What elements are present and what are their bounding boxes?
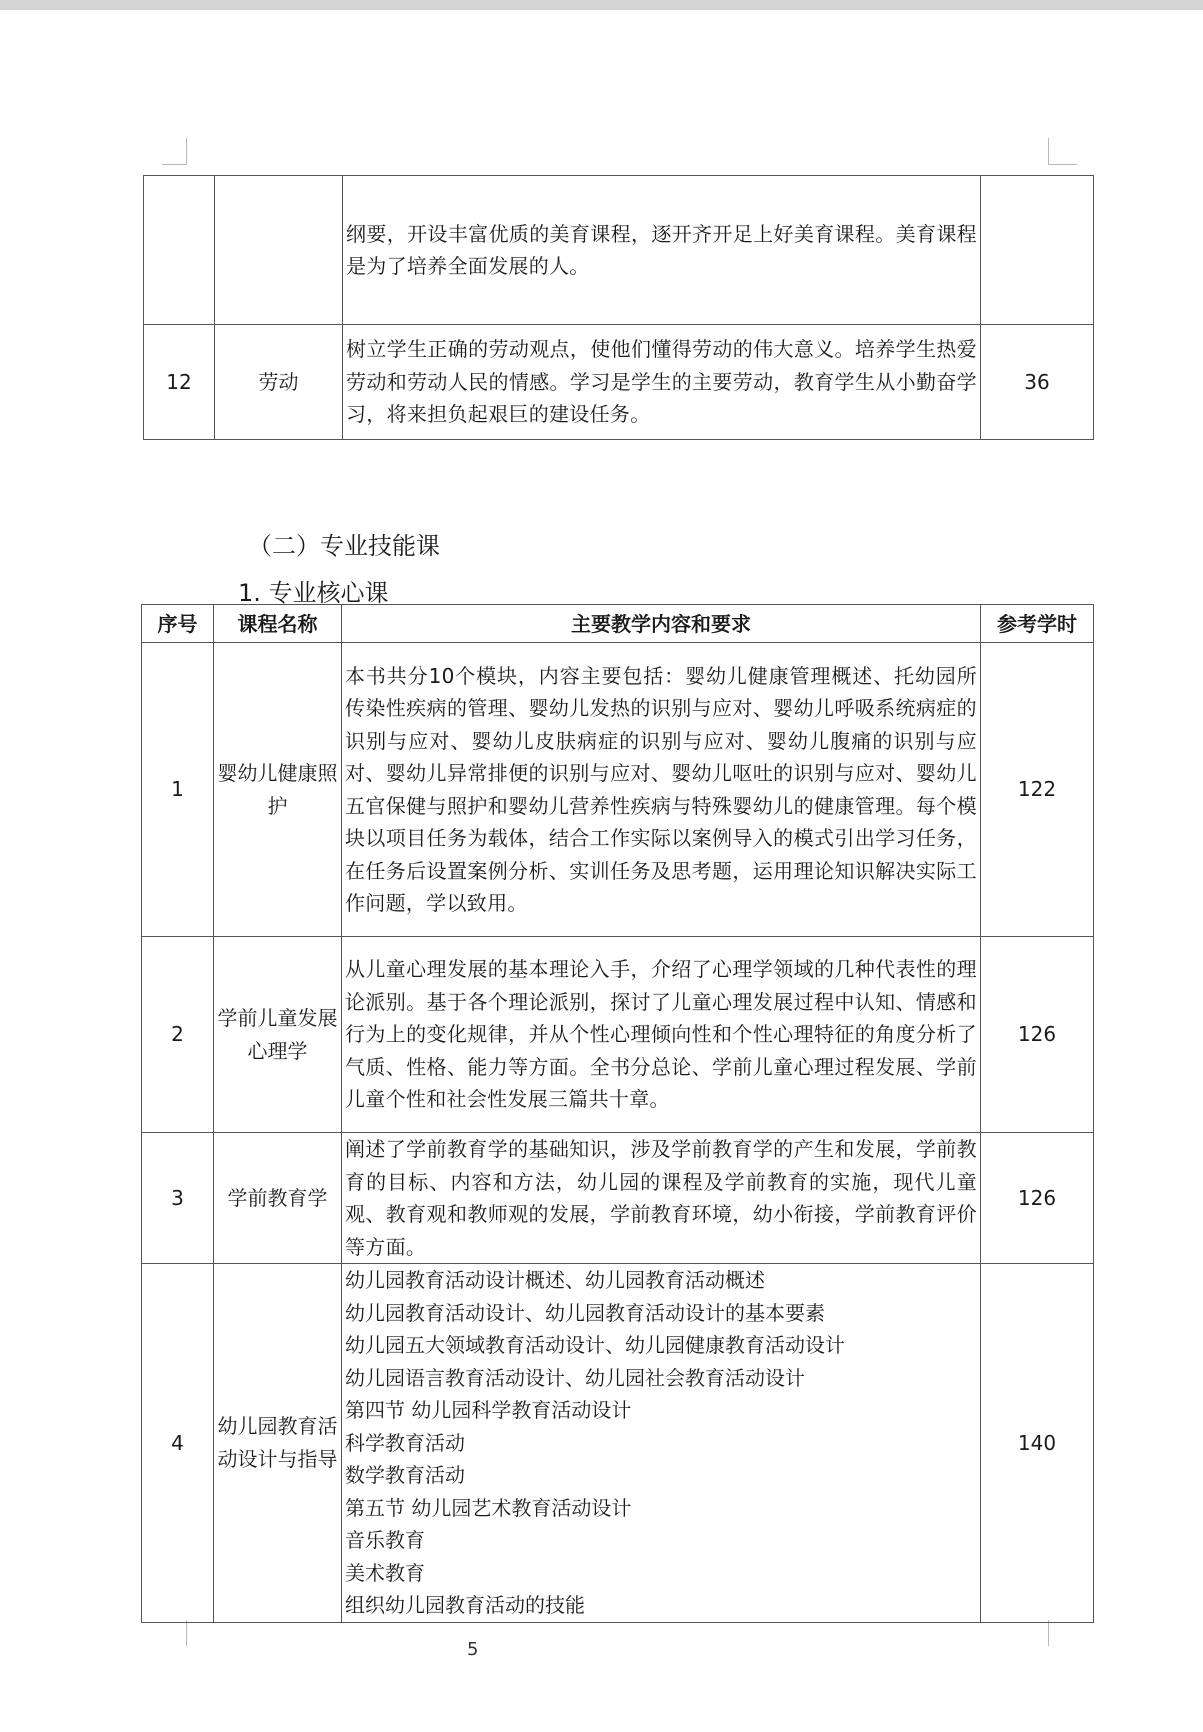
crop-mark-top-left xyxy=(162,138,187,165)
content-line: 幼儿园语言教育活动设计、幼儿园社会教育活动设计 xyxy=(345,1365,805,1390)
row-number xyxy=(144,176,215,325)
row-number: 3 xyxy=(142,1133,214,1264)
content-line: 幼儿园教育活动设计、幼儿园教育活动设计的基本要素 xyxy=(345,1300,825,1325)
content-line: 组织幼儿园教育活动的技能 xyxy=(345,1593,585,1617)
row-number: 4 xyxy=(142,1264,214,1623)
course-content: 树立学生正确的劳动观点，使他们懂得劳动的伟大意义。培养学生热爱劳动和劳动人民的情感。学习是学生的主要劳动，教育学生从小勤奋学习，将来担负起艰巨的建设任务。 xyxy=(343,325,981,440)
row-number: 12 xyxy=(144,325,215,440)
table-row xyxy=(142,643,1094,937)
course-content: 阐述了学前教育学的基础知识，涉及学前教育学的产生和发展，学前教育的目标、内容和方法，幼儿园的课程及学前教育的实施，现代儿童观、教育观和教师观的发展，学前教育环境，幼小衔接，学前教育评价等方面。 xyxy=(342,1133,981,1264)
row-number: 2 xyxy=(142,937,214,1133)
continued-course-table xyxy=(143,175,1094,440)
subsection-heading: 1. 专业核心课 xyxy=(238,579,389,607)
course-name: 幼儿园教育活动设计与指导 xyxy=(214,1264,342,1623)
crop-mark-bottom-right xyxy=(1048,1620,1050,1646)
table-row xyxy=(144,325,1094,440)
course-name: 婴幼儿健康照护 xyxy=(214,643,342,937)
course-name xyxy=(215,176,343,325)
course-hours: 122 xyxy=(981,643,1094,937)
course-content: 本书共分10个模块，内容主要包括：婴幼儿健康管理概述、托幼园所传染性疾病的管理、婴幼儿发热的识别与应对、婴幼儿呼吸系统病症的识别与应对、婴幼儿皮肤病症的识别与应对、婴幼儿腹痛的识别与应对、婴幼儿异常排便的识别与应对、婴幼儿呕吐的识别与应对、婴幼儿五官保健与照护和婴幼儿营养性疾病与特殊婴幼儿的健康管理。每个模块以项目任务为载体，结合工作实际以案例导入的模式引出学习任务，在任务后设置案例分析、实训任务及思考题，运用理论知识解决实际工作问题，学以致用。 xyxy=(342,643,981,937)
content-line: 科学教育活动 xyxy=(345,1430,465,1455)
content-line: 数学教育活动 xyxy=(345,1463,465,1487)
row-number: 1 xyxy=(142,643,214,937)
table-row xyxy=(142,1133,1094,1264)
core-course-table xyxy=(141,604,1094,1623)
page-number: 5 xyxy=(467,1639,479,1660)
course-hours: 126 xyxy=(981,1133,1094,1264)
course-name: 学前儿童发展心理学 xyxy=(214,937,342,1133)
header-course-name: 课程名称 xyxy=(214,605,342,643)
content-line: 幼儿园五大领域教育活动设计、幼儿园健康教育活动设计 xyxy=(345,1333,845,1357)
content-line: 幼儿园教育活动设计概述、幼儿园教育活动概述 xyxy=(345,1268,765,1292)
course-hours: 36 xyxy=(981,325,1094,440)
table-row xyxy=(142,937,1094,1133)
course-content: 纲要，开设丰富优质的美育课程，逐开齐开足上好美育课程。美育课程是为了培养全面发展的人。 xyxy=(343,176,981,325)
content-line: 第四节 幼儿园科学教育活动设计 xyxy=(345,1398,632,1422)
course-hours xyxy=(981,176,1094,325)
course-hours: 126 xyxy=(981,937,1094,1133)
content-line: 美术教育 xyxy=(345,1560,425,1585)
crop-mark-bottom-left xyxy=(186,1620,188,1646)
table-header-row xyxy=(142,605,1094,643)
course-content xyxy=(342,1264,981,1623)
course-hours: 140 xyxy=(981,1264,1094,1623)
table-row xyxy=(142,1264,1094,1623)
content-line: 第五节 幼儿园艺术教育活动设计 xyxy=(345,1495,632,1520)
header-number: 序号 xyxy=(142,605,214,643)
table-row xyxy=(144,176,1094,325)
viewer-top-bar xyxy=(0,0,1203,10)
crop-mark-top-right xyxy=(1048,138,1077,165)
course-name: 劳动 xyxy=(215,325,343,440)
course-content: 从儿童心理发展的基本理论入手，介绍了心理学领域的几种代表性的理论派别。基于各个理论派别，探讨了儿童心理发展过程中认知、情感和行为上的变化规律，并从个性心理倾向性和个性心理特征的角度分析了气质、性格、能力等方面。全书分总论、学前儿童心理过程发展、学前儿童个性和社会性发展三篇共十章。 xyxy=(342,937,981,1133)
header-content: 主要教学内容和要求 xyxy=(342,605,981,643)
header-hours: 参考学时 xyxy=(981,605,1094,643)
course-name: 学前教育学 xyxy=(214,1133,342,1264)
section-heading: （二）专业技能课 xyxy=(248,532,440,560)
document-page xyxy=(0,10,1203,1732)
content-line: 音乐教育 xyxy=(345,1528,425,1552)
